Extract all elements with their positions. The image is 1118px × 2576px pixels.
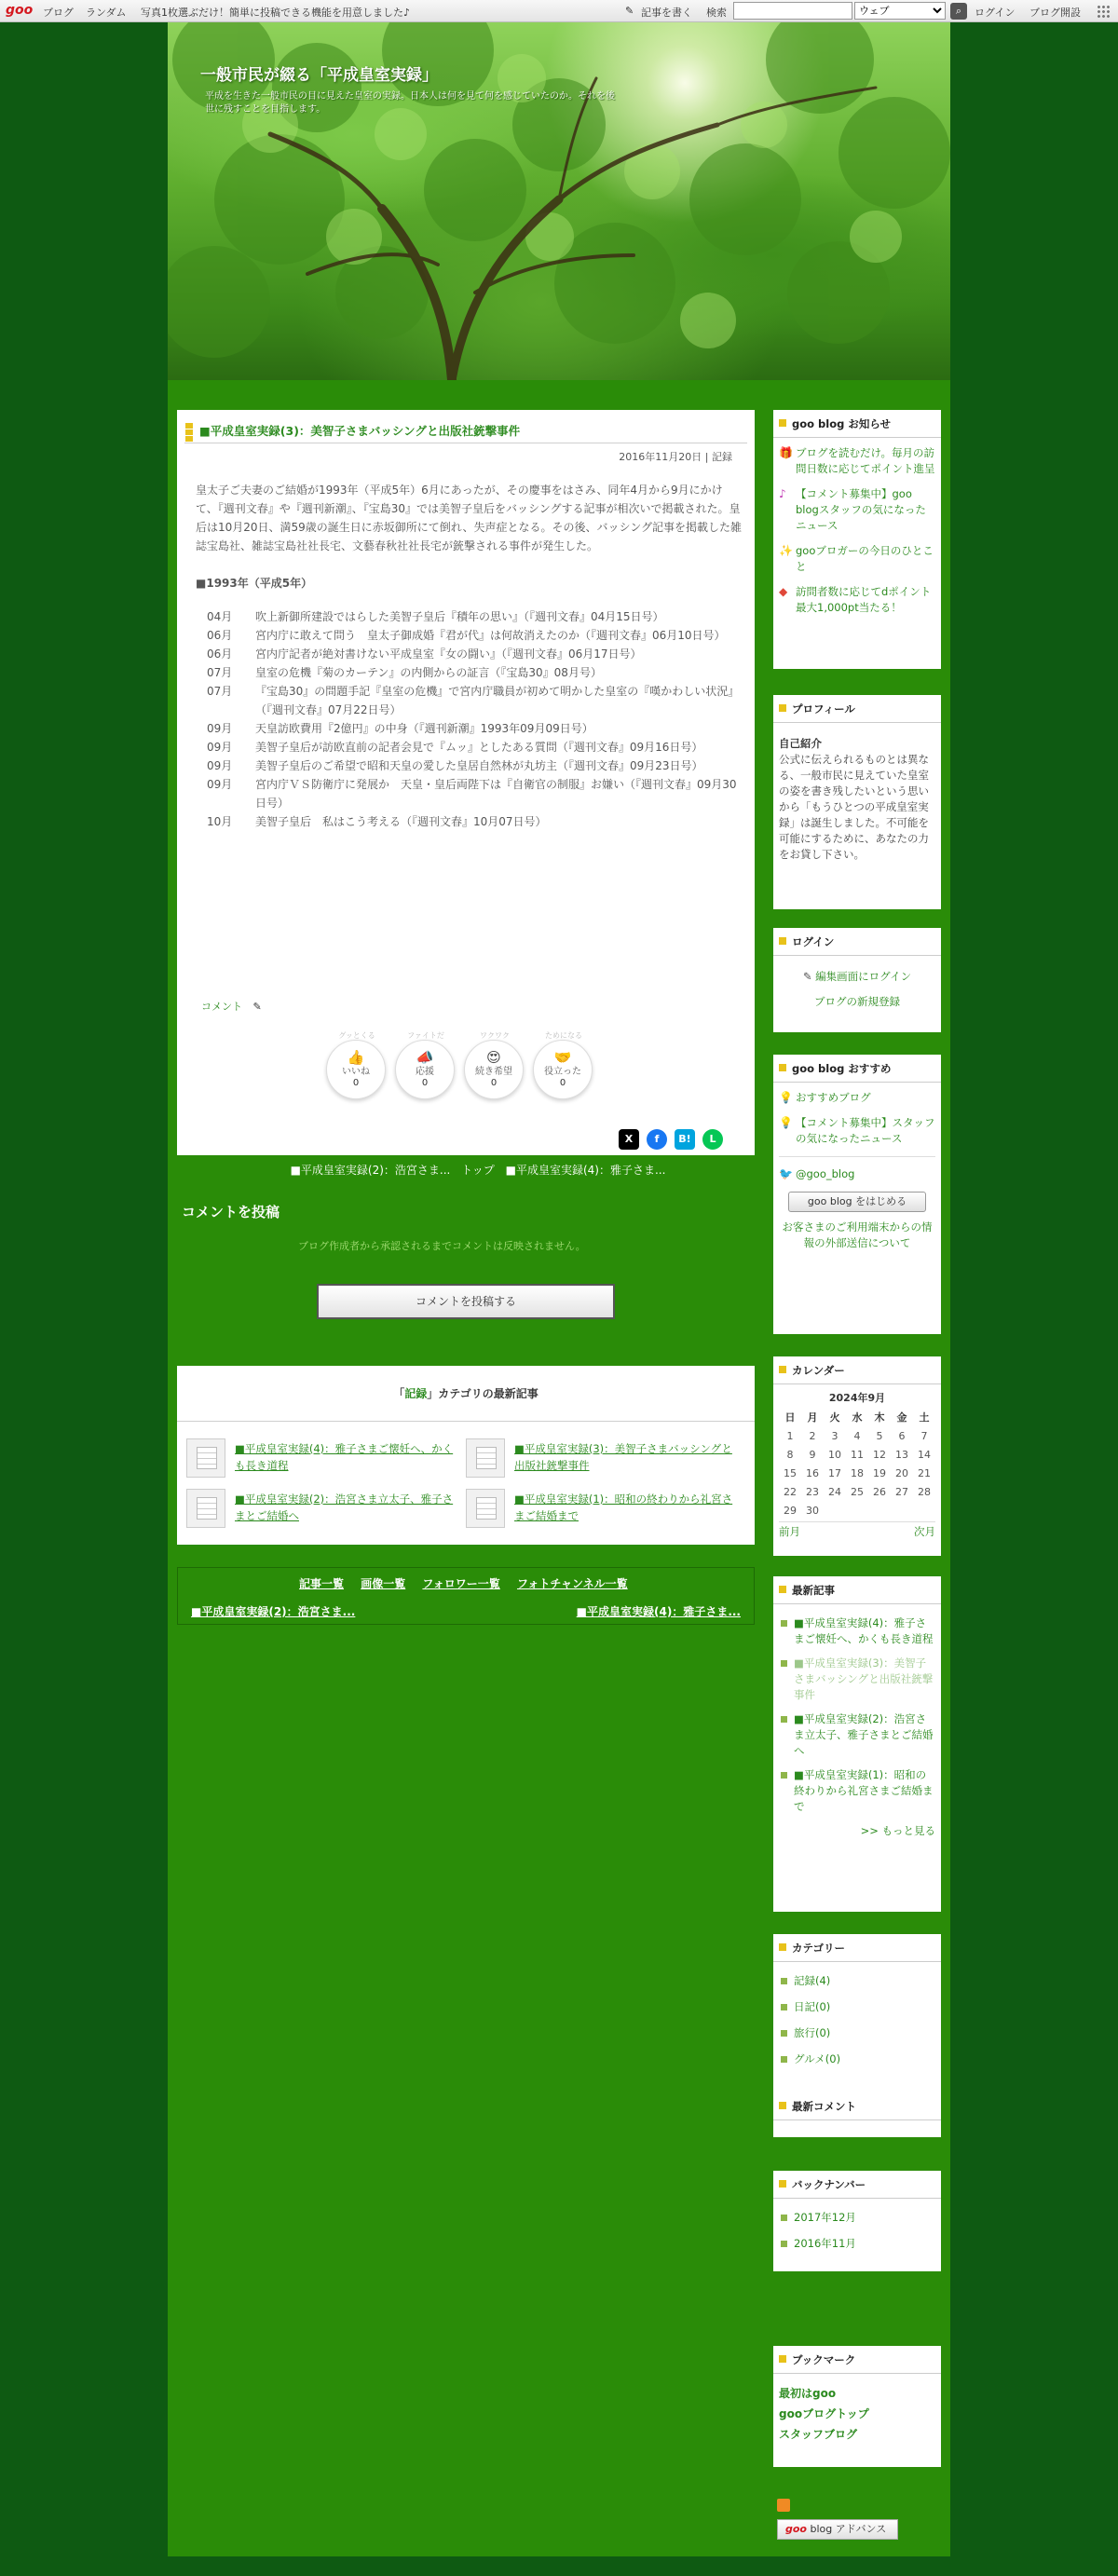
privacy-link[interactable]: お客さまのご利用端末からの情報の外部送信について [782, 1220, 933, 1249]
calendar-day: 11 [851, 1448, 864, 1461]
calendar-day: 7 [920, 1429, 928, 1442]
list-item [466, 1489, 736, 1528]
category-latest-suffix: カテゴリの最新記事 [438, 1387, 539, 1400]
category-link[interactable]: 旅行(0) [779, 2025, 935, 2041]
edit-login-label[interactable]: 編集画面にログイン [815, 970, 912, 983]
line-share-icon[interactable]: L [702, 1129, 723, 1150]
profile-heading: プロフィール [773, 695, 941, 723]
category-article-link[interactable]: ■平成皇室実録(1)：昭和の終わりから礼宮さまご結婚まで [514, 1492, 733, 1522]
profile-box [773, 695, 941, 909]
category-latest-panel [177, 1366, 755, 1545]
notice-link[interactable]: 【コメント募集中】goo blogスタッフの気になったニュース [796, 487, 926, 532]
reaction-caption: ためになる [545, 1031, 582, 1040]
category-link[interactable]: 日記(0) [779, 1999, 935, 2015]
weekday-label: 金 [896, 1411, 907, 1424]
bookmark-heading: ブックマーク [773, 2346, 941, 2374]
twitter-bird-icon: 🐦 [779, 1167, 793, 1180]
category-heading: カテゴリー [773, 1934, 941, 1962]
reaction-label: いいね [342, 1067, 370, 1077]
post-comment-button[interactable]: コメントを投稿する [317, 1284, 615, 1319]
category-box [773, 1934, 941, 2102]
list-item [196, 607, 743, 626]
note-thumbnail-icon[interactable] [186, 1489, 225, 1528]
apps-grid-icon[interactable] [1097, 5, 1110, 18]
entry-text: 宮内庁記者が絶対書けない平成皇室『女の闘い』（『週刊文春』06月17日号） [255, 647, 642, 661]
recommend-link[interactable]: おすすめブログ [796, 1091, 871, 1104]
calendar-week [779, 1426, 935, 1445]
recent-post-link[interactable]: ■平成皇室実録(1)：昭和の終わりから礼宮さまご結婚まで [779, 1767, 935, 1815]
entry-month: 10月 [207, 815, 233, 828]
list-item [466, 1438, 736, 1478]
calendar-day: 9 [809, 1448, 816, 1461]
reaction-helpful-button[interactable] [533, 1031, 593, 1099]
blog-header [168, 22, 950, 380]
calendar-day: 23 [806, 1485, 819, 1498]
login-link[interactable]: ログイン [975, 7, 1016, 19]
calendar-week [779, 1482, 935, 1501]
calendar-day: 29 [784, 1504, 797, 1517]
comment-link[interactable] [201, 999, 262, 1014]
hatena-bookmark-icon[interactable]: B! [675, 1129, 695, 1150]
calendar-day: 6 [898, 1429, 906, 1442]
recent-post-link[interactable]: ■平成皇室実録(3)：美智子さまバッシングと出版社銃撃事件 [779, 1656, 935, 1703]
recent-posts-heading: 最新記事 [773, 1576, 941, 1604]
entry-month: 04月 [207, 610, 233, 623]
entry-text: 皇室の危機『菊のカーテン』の内側からの証言（『宝島30』08月号） [255, 666, 602, 679]
entry-text: 宮内庁ＶＳ防衛庁に発展か 天皇・皇后両陛下は『自衛官の制服』お嫌い（『週刊文春』09月30日号） [255, 778, 737, 810]
entry-month: 09月 [207, 759, 233, 772]
calendar-day: 1 [786, 1429, 794, 1442]
calendar-next-link[interactable]: 次月 [914, 1525, 935, 1538]
calendar-week [779, 1501, 935, 1520]
blog-title[interactable]: 一般市民が綴る「平成皇室実録」 [200, 66, 438, 85]
prev-post-link[interactable]: ■平成皇室実録(2)：浩宮さま... [290, 1164, 451, 1177]
calendar-day: 2 [809, 1429, 816, 1442]
share-buttons [619, 1129, 723, 1150]
open-blog-link[interactable]: ブログ開設 [1029, 7, 1081, 19]
weekday-label: 木 [874, 1411, 885, 1424]
list-item [196, 775, 743, 812]
promo-link[interactable]: 写真1枚選ぶだけ！簡単に投稿できる機能を用意しました♪ [141, 7, 411, 19]
x-share-icon[interactable]: X [619, 1129, 639, 1150]
image-list-link[interactable]: 画像一覧 [361, 1577, 406, 1590]
goo-blog-advance-button[interactable] [777, 2519, 898, 2540]
footer-next-link[interactable]: ■平成皇室実録(4)：雅子さま... [576, 1605, 741, 1618]
notice-link[interactable]: ブログを読むだけ。毎月の訪問日数に応じてポイント進呈 [796, 446, 935, 475]
recommend-link[interactable]: 【コメント募集中】スタッフの気になったニュース [796, 1116, 935, 1145]
entry-month: 09月 [207, 778, 233, 791]
footer-navigation [177, 1567, 755, 1625]
calendar-day: 12 [873, 1448, 886, 1461]
article-list-link[interactable]: 記事一覧 [299, 1577, 345, 1590]
calendar-day: 24 [828, 1485, 841, 1498]
list-item [196, 719, 743, 738]
search-input[interactable] [733, 2, 852, 20]
article-title[interactable] [184, 423, 747, 443]
login-box [773, 928, 941, 1032]
footer-links [299, 1575, 641, 1591]
calendar-day: 14 [918, 1448, 931, 1461]
recent-posts-box [773, 1576, 941, 1912]
list-item[interactable] [779, 1090, 935, 1106]
weekday-label: 水 [852, 1411, 863, 1424]
reaction-label: 続き希望 [475, 1067, 512, 1077]
entry-month: 07月 [207, 666, 233, 679]
calendar-day: 18 [851, 1466, 864, 1479]
dpoint-icon: ◆ [779, 585, 788, 598]
more-posts-link[interactable]: >> もっと見る [860, 1824, 935, 1837]
list-item [196, 682, 743, 719]
rss-icon[interactable] [777, 2499, 790, 2512]
calendar-day: 16 [806, 1466, 819, 1479]
category-link[interactable]: グルメ(0) [779, 2051, 935, 2067]
bookmark-box [773, 2346, 941, 2467]
follower-list-link[interactable]: フォロワー一覧 [422, 1577, 500, 1590]
reaction-count: 0 [352, 1078, 360, 1088]
reaction-caption: グッとくる [338, 1031, 375, 1040]
calendar-day: 3 [831, 1429, 838, 1442]
reaction-count: 0 [559, 1078, 566, 1088]
entry-text: 美智子皇后が訪欧直前の記者会見で『ムッ』としたある質問（『週刊文春』09月16日号） [255, 741, 703, 754]
calendar-day [891, 1501, 913, 1520]
write-post-link[interactable]: 記事を書く [641, 7, 692, 19]
thumbs-up-icon: 👍 [347, 1049, 365, 1066]
recent-comments-heading: 最新コメント [773, 2092, 941, 2120]
entry-month: 06月 [207, 629, 233, 642]
backnumber-box [773, 2171, 941, 2271]
list-item[interactable] [779, 543, 935, 575]
edit-login-link[interactable] [779, 969, 935, 985]
backnumber-link[interactable]: 2017年12月 [779, 2210, 935, 2226]
recent-post-link[interactable]: ■平成皇室実録(2)：浩宮さま立太子、雅子さまとご結婚へ [779, 1711, 935, 1759]
recommend-heading: goo blog おすすめ [773, 1055, 941, 1083]
comment-note: ブログ作成者から承認されるまでコメントは反映されません。 [298, 1240, 586, 1252]
profile-text: 公式に伝えられるものとは異なる、一般市民に見えていた皇室の姿を書き残したいという思いから「もうひとつの平成皇室実録」は誕生しました。不可能を可能にするために、あなたの力をお貸し下さい。 [779, 753, 929, 861]
calendar-week [779, 1445, 935, 1464]
weekday-label: 土 [919, 1411, 930, 1424]
nav-random-link[interactable]: ランダム [86, 7, 127, 19]
recent-post-link[interactable]: ■平成皇室実録(4)：雅子さまご懐妊へ、かくも長き道程 [779, 1615, 935, 1647]
entry-text: 『宝島30』の問題手記『皇室の危機』で宮内庁職員が初めて明かした皇室の『嘆かわしい状況』（『週刊文春』07月22日号） [255, 685, 740, 716]
entry-month: 07月 [207, 685, 233, 698]
facebook-share-icon[interactable]: f [647, 1129, 667, 1150]
list-item [196, 626, 743, 645]
bookmark-link[interactable]: スタッフブログ [779, 2428, 858, 2441]
goo-logo: goo [785, 2523, 807, 2535]
calendar-week [779, 1464, 935, 1482]
list-item [196, 812, 743, 831]
bookmark-link[interactable]: gooブログトップ [779, 2407, 869, 2420]
megaphone-icon: 📣 [416, 1049, 434, 1066]
goo-logo[interactable]: goo [6, 3, 34, 18]
gift-icon: 🎁 [779, 446, 793, 459]
reaction-cheer-button[interactable] [395, 1031, 455, 1099]
calendar-day: 20 [895, 1466, 908, 1479]
reaction-caption: ファイトだ [407, 1031, 444, 1040]
comment-link-label[interactable]: コメント [201, 1001, 242, 1013]
calendar-day: 28 [918, 1485, 931, 1498]
entry-month: 06月 [207, 647, 233, 661]
article-date: 2016年11月20日 [619, 451, 702, 463]
note-thumbnail-icon[interactable] [186, 1438, 225, 1478]
category-article-link[interactable]: ■平成皇室実録(3)：美智子さまバッシングと出版社銃撃事件 [514, 1442, 732, 1472]
calendar-day: 25 [851, 1485, 864, 1498]
calendar-prev-link[interactable]: 前月 [779, 1525, 800, 1538]
sparkle-icon: ✨ [779, 544, 793, 557]
reaction-label: 役立った [544, 1067, 581, 1077]
calendar-day [846, 1501, 868, 1520]
calendar-day: 8 [786, 1448, 794, 1461]
footer-prev-link[interactable]: ■平成皇室実録(2)：浩宮さま... [191, 1605, 356, 1618]
list-item [196, 756, 743, 775]
note-thumbnail-icon[interactable] [466, 1438, 505, 1478]
global-toolbar [0, 0, 1118, 22]
calendar-day: 22 [784, 1485, 797, 1498]
list-item [196, 645, 743, 663]
reaction-like-button[interactable] [326, 1031, 386, 1099]
title-marker-icon [185, 423, 193, 442]
calendar-heading: カレンダー [773, 1356, 941, 1384]
nav-blog-link[interactable]: ブログ [43, 7, 74, 19]
reaction-more-button[interactable] [464, 1031, 524, 1099]
entry-text: 宮内庁に敢えて問う 皇太子御成婚『君が代』は何故消えたのか（『週刊文春』06月10日号） [255, 629, 726, 642]
handshake-icon: 🤝 [553, 1049, 572, 1066]
article-meta: 2016年11月20日 | 記録 [619, 451, 732, 463]
article-card [177, 410, 755, 1155]
start-goo-blog-button[interactable]: goo blog をはじめる [788, 1192, 926, 1212]
notice-link[interactable]: 訪問者数に応じてdポイント最大1,000pt当たる！ [796, 585, 932, 614]
calendar-box [773, 1356, 941, 1556]
article-title-text[interactable]: ■平成皇室実録(3)：美智子さまバッシングと出版社銃撃事件 [199, 424, 521, 438]
list-item[interactable] [779, 445, 935, 477]
calendar-day: 19 [873, 1466, 886, 1479]
list-item [196, 663, 743, 682]
search-scope-select[interactable] [854, 2, 946, 20]
calendar-day: 27 [895, 1485, 908, 1498]
notice-box [773, 410, 941, 669]
bulb-icon: 💡 [779, 1091, 793, 1104]
notice-link[interactable]: gooブロガーの今日のひとこと [796, 544, 934, 573]
twitter-handle[interactable]: @goo_blog [796, 1167, 855, 1180]
reaction-caption: ワクワク [480, 1031, 510, 1040]
notice-heading: goo blog お知らせ [773, 410, 941, 438]
reaction-buttons [326, 1031, 593, 1099]
entry-text: 吹上新御所建設ではらした美智子皇后『積年の思い』（『週刊文春』04月15日号） [255, 610, 664, 623]
comment-heading: コメントを投稿 [182, 1204, 280, 1220]
year-heading: ■1993年（平成5年） [196, 577, 313, 590]
profile-subheading: 自己紹介 [779, 737, 822, 750]
search-icon: ⌕ [955, 5, 962, 17]
list-item[interactable] [779, 486, 935, 534]
backnumber-link[interactable]: 2016年11月 [779, 2236, 935, 2252]
calendar-day [824, 1501, 846, 1520]
note-thumbnail-icon[interactable] [466, 1489, 505, 1528]
calendar-day [868, 1501, 891, 1520]
page-wrapper [168, 22, 950, 2556]
pencil-icon: ✎ [252, 1001, 262, 1013]
weekday-label: 火 [829, 1411, 840, 1424]
photo-channel-list-link[interactable]: フォトチャンネル一覧 [517, 1577, 628, 1590]
category-article-link[interactable]: ■平成皇室実録(4)：雅子さまご懐妊へ、かくも長き道程 [235, 1442, 454, 1472]
list-item [186, 1489, 457, 1528]
reaction-count: 0 [490, 1078, 498, 1088]
calendar-day: 10 [828, 1448, 841, 1461]
reaction-label: 応援 [416, 1067, 434, 1077]
calendar-day: 4 [853, 1429, 861, 1442]
music-note-icon: ♪ [779, 487, 786, 500]
article-category-link[interactable]: 記録 [712, 451, 732, 463]
calendar-day: 21 [918, 1466, 931, 1479]
entry-text: 美智子皇后 私はこう考える（『週刊文春』10月07日号） [255, 815, 547, 828]
entry-text: 天皇訪欧費用『2億円』の中身（『週刊新潮』1993年09月09日号） [255, 722, 593, 735]
search-button[interactable] [950, 3, 967, 20]
bookmark-link[interactable]: 最初はgoo [779, 2387, 837, 2400]
reaction-count: 0 [421, 1078, 429, 1088]
search-label: 検索 [706, 7, 727, 19]
calendar-table [779, 1408, 935, 1520]
twitter-link[interactable] [779, 1166, 935, 1182]
calendar-day: 5 [876, 1429, 883, 1442]
entry-month: 09月 [207, 741, 233, 754]
category-link[interactable]: 記録(4) [779, 1973, 935, 1989]
calendar-day: 13 [895, 1448, 908, 1461]
list-item [186, 1438, 457, 1478]
entry-text: 美智子皇后のご希望で昭和天皇の愛した皇居自然林が丸坊主（『週刊文春』09月23日号） [255, 759, 703, 772]
calendar-day: 26 [873, 1485, 886, 1498]
category-name-link[interactable]: 記録 [404, 1387, 428, 1400]
article-body [196, 481, 743, 831]
login-heading: ログイン [773, 928, 941, 956]
post-navigation [268, 1162, 688, 1178]
list-item[interactable] [779, 584, 935, 616]
bulb-icon: 💡 [779, 1116, 793, 1129]
recent-comments-box [773, 2092, 941, 2137]
category-latest-heading: 「記録」カテゴリの最新記事 [177, 1366, 755, 1422]
heart-eyes-icon: 😍 [486, 1049, 501, 1066]
calendar-month: 2024年9月 [828, 1392, 886, 1404]
advance-label: blog アドバンス [810, 2523, 887, 2535]
article-intro: 皇太子ご夫妻のご結婚が1993年（平成5年）6月にあったが、その慶事をはさみ、同年4月から9月にかけて、『週刊文春』や『週刊新潮』、『宝島30』では美智子皇后をバッシングする記事が相次いで掲載された。皇后は10月20日、満59歳の誕生日に赤坂御所にて倒れ、失声症となる。その後、バッシング記事を掲載した雑誌宝島社、雑誌宝島社社長宅、文藝春秋社社長宅が銃撃される事件が発生した。 [196, 484, 742, 552]
pencil-icon: ✎ [802, 970, 812, 983]
recommend-box [773, 1055, 941, 1334]
pencil-icon: ✎ [625, 5, 634, 17]
top-link[interactable]: トップ [461, 1164, 495, 1177]
list-item [196, 738, 743, 756]
next-post-link[interactable]: ■平成皇室実録(4)：雅子さま... [505, 1164, 666, 1177]
backnumber-heading: バックナンバー [773, 2171, 941, 2199]
entry-month: 09月 [207, 722, 233, 735]
blog-description: 平成を生きた一般市民の目に見えた皇室の実録。日本人は何を見て何を感じていたのか。それを後世に残すことを目指します。 [205, 91, 615, 115]
calendar-day [913, 1501, 935, 1520]
calendar-day: 15 [784, 1466, 797, 1479]
calendar-day: 17 [828, 1466, 841, 1479]
list-item[interactable] [779, 1115, 935, 1157]
weekday-label: 月 [807, 1411, 818, 1424]
category-article-link[interactable]: ■平成皇室実録(2)：浩宮さま立太子、雅子さまとご結婚へ [235, 1492, 454, 1522]
calendar-day: 30 [806, 1504, 819, 1517]
weekday-label: 日 [784, 1411, 796, 1424]
register-blog-link[interactable]: ブログの新規登録 [814, 995, 900, 1008]
